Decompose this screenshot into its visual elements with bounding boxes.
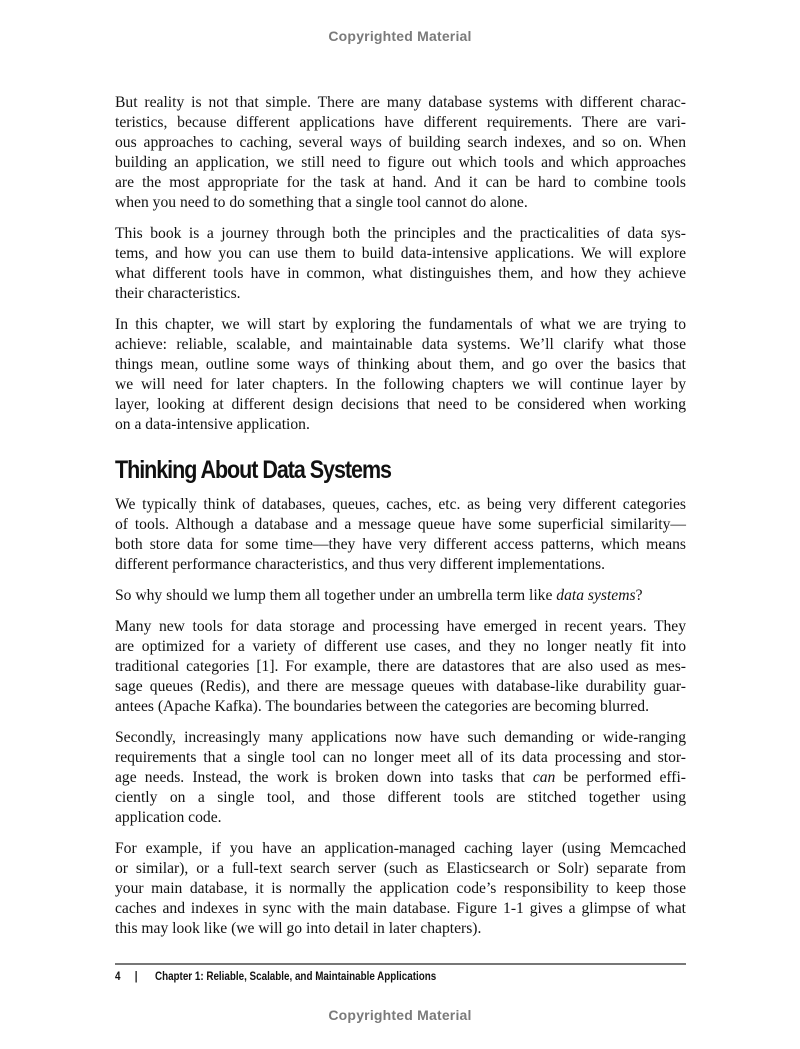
text-line: caches and indexes in sync with the main database. Figure 1-1 gives a glimpse of what bbox=[115, 900, 686, 917]
text-line: when you need to do something that a single tool cannot do alone. bbox=[115, 194, 528, 211]
paragraph-4 bbox=[115, 495, 686, 575]
text-line: sage queues (Redis), and there are message queues with database-like durability guar- bbox=[115, 678, 686, 695]
text-line: both store data for some time—they have very different access patterns, which means bbox=[115, 536, 686, 553]
text-line: Secondly, increasingly many applications now have such demanding or wide-ranging bbox=[115, 729, 686, 746]
footer-rule bbox=[115, 963, 686, 965]
paragraph-3 bbox=[115, 315, 686, 435]
text-line: this may look like (we will go into detail in later chapters). bbox=[115, 920, 482, 937]
text-line: tems, and how you can use them to build data-intensive applications. We will explore bbox=[115, 245, 686, 262]
text-line: Many new tools for data storage and processing have emerged in recent years. They bbox=[115, 618, 686, 635]
text-line: layer, looking at different design decisions that need to be considered when working bbox=[115, 396, 686, 413]
text-line: For example, if you have an application-managed caching layer (using Memcached bbox=[115, 840, 686, 857]
text-line: are optimized for a variety of different use cases, and they no longer neatly fit into bbox=[115, 638, 686, 655]
text-line: requirements that a single tool can no longer meet all of its data processing and stor- bbox=[115, 749, 686, 766]
text-line: So why should we lump them all together under an umbrella term like data systems? bbox=[115, 587, 643, 604]
paragraph-7 bbox=[115, 728, 686, 828]
text-line: building an application, we still need to figure out which tools and which approaches bbox=[115, 154, 686, 171]
text-line: things mean, outline some ways of thinking about them, and go over the basics that bbox=[115, 356, 686, 373]
text-line: we will need for later chapters. In the following chapters we will continue layer by bbox=[115, 376, 686, 393]
emphasis: can bbox=[532, 769, 556, 786]
page-body bbox=[115, 93, 686, 950]
text-line: teristics, because different applications have different requirements. There are vari- bbox=[115, 114, 686, 131]
page-number: 4 bbox=[115, 969, 121, 983]
text-line: ciently on a single tool, and those different tools are stitched together using bbox=[115, 789, 686, 806]
text-line: traditional categories [1]. For example, there are datastores that are also used as mes- bbox=[115, 658, 686, 675]
text-line: of tools. Although a database and a message queue have some superficial similarity— bbox=[115, 516, 686, 533]
text-line: This book is a journey through both the principles and the practicalities of data sys- bbox=[115, 225, 686, 242]
text-line: different performance characteristics, and thus very different implementations. bbox=[115, 556, 605, 573]
copyright-watermark-top: Copyrighted Material bbox=[328, 28, 472, 44]
text-line: on a data-intensive application. bbox=[115, 416, 310, 433]
footer-separator: | bbox=[134, 969, 138, 983]
emphasis: data systems bbox=[556, 587, 636, 604]
text-line: achieve: reliable, scalable, and maintainable data systems. We’ll clarify what those bbox=[115, 336, 686, 353]
text-line: application code. bbox=[115, 809, 222, 826]
paragraph-8 bbox=[115, 839, 686, 939]
chapter-title: Chapter 1: Reliable, Scalable, and Maintainable Applications bbox=[154, 969, 437, 983]
text-line: ous approaches to caching, several ways of building search indexes, and so on. When bbox=[115, 134, 686, 151]
text-line: But reality is not that simple. There are many database systems with different charac- bbox=[115, 94, 686, 111]
text-line: are the most appropriate for the task at hand. And it can be hard to combine tools bbox=[115, 174, 686, 191]
text-line: what different tools have in common, what distinguishes them, and how they achieve bbox=[115, 265, 686, 282]
section-heading: Thinking About Data Systems bbox=[115, 456, 391, 484]
text-line: your main database, it is normally the application code’s responsibility to keep those bbox=[115, 880, 686, 897]
text-line: We typically think of databases, queues, caches, etc. as being very different categories bbox=[115, 496, 686, 513]
paragraph-5 bbox=[115, 586, 686, 606]
paragraph-2 bbox=[115, 224, 686, 304]
text-line: age needs. Instead, the work is broken down into tasks that can be performed effi- bbox=[115, 769, 687, 786]
page-footer bbox=[115, 969, 436, 983]
copyright-watermark-bottom: Copyrighted Material bbox=[328, 1007, 472, 1023]
paragraph-1 bbox=[115, 93, 686, 213]
text-line: or similar), or a full-text search server (such as Elasticsearch or Solr) separate from bbox=[115, 860, 686, 877]
paragraph-6 bbox=[115, 617, 686, 717]
text-line: antees (Apache Kafka). The boundaries between the categories are becoming blurred. bbox=[115, 698, 649, 715]
text-line: their characteristics. bbox=[115, 285, 241, 302]
text-line: In this chapter, we will start by exploring the fundamentals of what we are trying to bbox=[115, 316, 686, 333]
